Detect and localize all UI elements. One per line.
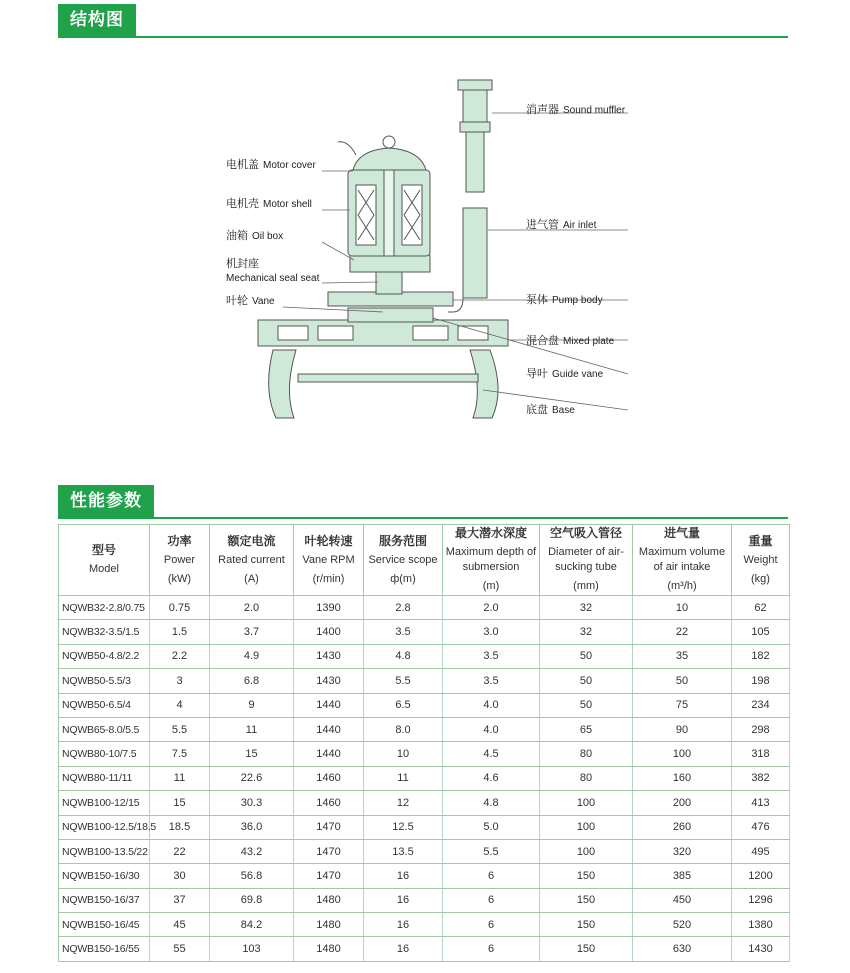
- value-cell: 298: [732, 717, 790, 741]
- value-cell: 4: [150, 693, 210, 717]
- value-cell: 1470: [294, 864, 364, 888]
- value-cell: 5.5: [150, 717, 210, 741]
- value-cell: 1200: [732, 864, 790, 888]
- value-cell: 0.75: [150, 596, 210, 620]
- table-row: [59, 888, 790, 912]
- value-cell: 385: [633, 864, 732, 888]
- value-cell: 382: [732, 766, 790, 790]
- value-cell: 6: [443, 913, 540, 937]
- value-cell: 160: [633, 766, 732, 790]
- value-cell: 200: [633, 791, 732, 815]
- svg-text:混合盘Mixed plate: [526, 333, 615, 347]
- value-cell: 50: [633, 669, 732, 693]
- table-body: [59, 596, 790, 962]
- table-row: [59, 937, 790, 961]
- label-seal-seat-en: Mechanical seal seat: [226, 273, 320, 284]
- label-guide-vane-cn: 导叶: [526, 367, 548, 380]
- value-cell: 9: [210, 693, 294, 717]
- header-tube-diameter: 空气吸入管径 Diameter of air-sucking tube (mm): [540, 525, 633, 596]
- value-cell: 6: [443, 864, 540, 888]
- value-cell: 6: [443, 888, 540, 912]
- table-row: [59, 839, 790, 863]
- value-cell: 3.5: [443, 644, 540, 668]
- label-air-inlet-cn: 进气管: [526, 218, 559, 231]
- value-cell: 1480: [294, 888, 364, 912]
- model-cell: NQWB100-12/15: [59, 791, 150, 815]
- model-cell: NQWB50-5.5/3: [59, 669, 150, 693]
- model-cell: NQWB150-16/55: [59, 937, 150, 961]
- label-vane-cn: 叶轮: [226, 294, 248, 307]
- value-cell: 7.5: [150, 742, 210, 766]
- value-cell: 450: [633, 888, 732, 912]
- table-row: [59, 913, 790, 937]
- svg-text:油箱Oil box: [226, 228, 283, 242]
- value-cell: 150: [540, 937, 633, 961]
- value-cell: 22.6: [210, 766, 294, 790]
- value-cell: 80: [540, 766, 633, 790]
- value-cell: 234: [732, 693, 790, 717]
- value-cell: 1460: [294, 791, 364, 815]
- value-cell: 182: [732, 644, 790, 668]
- label-oil-box-cn: 油箱: [226, 229, 248, 242]
- value-cell: 4.8: [364, 644, 443, 668]
- lifting-eye: [383, 136, 395, 148]
- value-cell: 1430: [732, 937, 790, 961]
- value-cell: 4.8: [443, 791, 540, 815]
- value-cell: 16: [364, 937, 443, 961]
- svg-text:底盘Base: [526, 402, 575, 416]
- value-cell: 1380: [732, 913, 790, 937]
- value-cell: 37: [150, 888, 210, 912]
- value-cell: 56.8: [210, 864, 294, 888]
- value-cell: 50: [540, 644, 633, 668]
- value-cell: 4.0: [443, 717, 540, 741]
- value-cell: 22: [633, 620, 732, 644]
- value-cell: 3.5: [443, 669, 540, 693]
- section-divider: [58, 517, 788, 519]
- value-cell: 1460: [294, 766, 364, 790]
- table-row: [59, 766, 790, 790]
- value-cell: 11: [210, 717, 294, 741]
- value-cell: 32: [540, 596, 633, 620]
- table-row: [59, 669, 790, 693]
- value-cell: 150: [540, 913, 633, 937]
- value-cell: 6.5: [364, 693, 443, 717]
- air-inlet-pipe: [463, 208, 487, 298]
- table-row: [59, 742, 790, 766]
- pump-diagram-svg: [58, 50, 788, 465]
- value-cell: 6.8: [210, 669, 294, 693]
- sound-muffler: [463, 90, 487, 122]
- value-cell: 260: [633, 815, 732, 839]
- value-cell: 2.8: [364, 596, 443, 620]
- guide-vane: [348, 308, 433, 322]
- model-cell: NQWB32-2.8/0.75: [59, 596, 150, 620]
- value-cell: 30.3: [210, 791, 294, 815]
- value-cell: 318: [732, 742, 790, 766]
- value-cell: 2.0: [443, 596, 540, 620]
- value-cell: 16: [364, 913, 443, 937]
- value-cell: 5.5: [364, 669, 443, 693]
- value-cell: 105: [732, 620, 790, 644]
- value-cell: 80: [540, 742, 633, 766]
- value-cell: 150: [540, 864, 633, 888]
- value-cell: 1.5: [150, 620, 210, 644]
- value-cell: 18.5: [150, 815, 210, 839]
- value-cell: 1470: [294, 839, 364, 863]
- svg-text:进气管Air inlet: [526, 217, 597, 231]
- value-cell: 1440: [294, 742, 364, 766]
- label-base-cn: 底盘: [526, 403, 548, 416]
- header-air-intake: 进气量 Maximum volume of air intake (m³/h): [633, 525, 732, 596]
- value-cell: 3.0: [443, 620, 540, 644]
- value-cell: 2.2: [150, 644, 210, 668]
- svg-text:导叶Guide vane: [526, 366, 604, 380]
- value-cell: 62: [732, 596, 790, 620]
- label-muffler-cn: 消声器: [526, 103, 559, 116]
- table-row: [59, 864, 790, 888]
- value-cell: 150: [540, 888, 633, 912]
- value-cell: 30: [150, 864, 210, 888]
- base-leg-left: [269, 350, 296, 418]
- value-cell: 3: [150, 669, 210, 693]
- value-cell: 65: [540, 717, 633, 741]
- value-cell: 6: [443, 937, 540, 961]
- table-row: [59, 815, 790, 839]
- value-cell: 4.0: [443, 693, 540, 717]
- label-muffler-en: Sound muffler: [563, 105, 626, 116]
- value-cell: 413: [732, 791, 790, 815]
- value-cell: 10: [633, 596, 732, 620]
- value-cell: 100: [540, 815, 633, 839]
- table-row: [59, 644, 790, 668]
- header-service-scope: 服务范围 Service scope ф(m): [364, 525, 443, 596]
- value-cell: 10: [364, 742, 443, 766]
- header-max-depth: 最大潜水深度 Maximum depth of submersion (m): [443, 525, 540, 596]
- label-guide-vane-en: Guide vane: [552, 369, 604, 380]
- label-pump-body-cn: 泵体: [526, 293, 548, 306]
- table-row: [59, 717, 790, 741]
- svg-text:电机盖Motor cover: [226, 157, 316, 171]
- label-motor-shell-cn: 电机壳: [226, 197, 259, 210]
- value-cell: 1440: [294, 693, 364, 717]
- value-cell: 15: [210, 742, 294, 766]
- model-cell: NQWB150-16/37: [59, 888, 150, 912]
- header-power: 功率 Power (kW): [150, 525, 210, 596]
- model-cell: NQWB50-4.8/2.2: [59, 644, 150, 668]
- section-divider: [58, 36, 788, 38]
- label-motor-cover-en: Motor cover: [263, 160, 316, 171]
- value-cell: 13.5: [364, 839, 443, 863]
- value-cell: 630: [633, 937, 732, 961]
- value-cell: 35: [633, 644, 732, 668]
- value-cell: 476: [732, 815, 790, 839]
- svg-text:泵体Pump body: [526, 292, 603, 306]
- svg-text:电机壳Motor shell: [226, 196, 312, 210]
- model-cell: NQWB65-8.0/5.5: [59, 717, 150, 741]
- value-cell: 1480: [294, 913, 364, 937]
- section-title-structure: 结构图: [58, 4, 136, 36]
- seal-seat: [376, 270, 402, 294]
- table-row: [59, 596, 790, 620]
- value-cell: 43.2: [210, 839, 294, 863]
- model-cell: NQWB150-16/30: [59, 864, 150, 888]
- value-cell: 1390: [294, 596, 364, 620]
- value-cell: 8.0: [364, 717, 443, 741]
- label-oil-box-en: Oil box: [252, 231, 284, 242]
- header-model: 型号 Model: [59, 525, 150, 596]
- value-cell: 2.0: [210, 596, 294, 620]
- value-cell: 5.0: [443, 815, 540, 839]
- value-cell: 520: [633, 913, 732, 937]
- value-cell: 12.5: [364, 815, 443, 839]
- value-cell: 4.6: [443, 766, 540, 790]
- value-cell: 50: [540, 669, 633, 693]
- value-cell: 4.5: [443, 742, 540, 766]
- value-cell: 36.0: [210, 815, 294, 839]
- base-leg-right: [470, 350, 498, 418]
- value-cell: 1430: [294, 669, 364, 693]
- model-cell: NQWB50-6.5/4: [59, 693, 150, 717]
- value-cell: 69.8: [210, 888, 294, 912]
- model-cell: NQWB100-13.5/22: [59, 839, 150, 863]
- model-cell: NQWB80-11/11: [59, 766, 150, 790]
- value-cell: 100: [633, 742, 732, 766]
- muffler-flange-top: [458, 80, 492, 90]
- svg-text:叶轮Vane: [226, 293, 275, 307]
- value-cell: 5.5: [443, 839, 540, 863]
- value-cell: 100: [540, 791, 633, 815]
- label-mixed-plate-cn: 混合盘: [526, 334, 559, 347]
- value-cell: 15: [150, 791, 210, 815]
- value-cell: 1470: [294, 815, 364, 839]
- model-cell: NQWB100-12.5/18.5: [59, 815, 150, 839]
- value-cell: 16: [364, 888, 443, 912]
- model-cell: NQWB150-16/45: [59, 913, 150, 937]
- value-cell: 16: [364, 864, 443, 888]
- table-row: [59, 620, 790, 644]
- value-cell: 495: [732, 839, 790, 863]
- value-cell: 75: [633, 693, 732, 717]
- table-row: [59, 791, 790, 815]
- oil-box: [350, 255, 430, 272]
- model-cell: NQWB80-10/7.5: [59, 742, 150, 766]
- motor-cover: [353, 148, 426, 170]
- value-cell: 3.5: [364, 620, 443, 644]
- header-weight: 重量 Weight (kg): [732, 525, 790, 596]
- value-cell: 90: [633, 717, 732, 741]
- value-cell: 1480: [294, 937, 364, 961]
- label-mixed-plate-en: Mixed plate: [563, 336, 615, 347]
- label-base-en: Base: [552, 405, 575, 416]
- label-vane-en: Vane: [252, 296, 275, 307]
- svg-text:消声器Sound muffler: [526, 102, 626, 116]
- label-pump-body-en: Pump body: [552, 295, 603, 306]
- value-cell: 11: [364, 766, 443, 790]
- value-cell: 84.2: [210, 913, 294, 937]
- value-cell: 22: [150, 839, 210, 863]
- value-cell: 1400: [294, 620, 364, 644]
- model-cell: NQWB32-3.5/1.5: [59, 620, 150, 644]
- structure-diagram: [58, 50, 788, 465]
- label-motor-shell-en: Motor shell: [263, 199, 312, 210]
- value-cell: 1430: [294, 644, 364, 668]
- value-cell: 198: [732, 669, 790, 693]
- value-cell: 3.7: [210, 620, 294, 644]
- base-crossbar: [298, 374, 478, 382]
- value-cell: 1440: [294, 717, 364, 741]
- header-vane-rpm: 叶轮转速 Vane RPM (r/min): [294, 525, 364, 596]
- value-cell: 55: [150, 937, 210, 961]
- value-cell: 1296: [732, 888, 790, 912]
- label-motor-cover-cn: 电机盖: [226, 158, 259, 171]
- value-cell: 103: [210, 937, 294, 961]
- label-air-inlet-en: Air inlet: [563, 220, 597, 231]
- value-cell: 45: [150, 913, 210, 937]
- value-cell: 50: [540, 693, 633, 717]
- table-row: [59, 693, 790, 717]
- value-cell: 12: [364, 791, 443, 815]
- section-title-performance: 性能参数: [58, 485, 154, 517]
- value-cell: 320: [633, 839, 732, 863]
- value-cell: 11: [150, 766, 210, 790]
- label-seal-seat-cn: 机封座: [226, 257, 259, 270]
- value-cell: 100: [540, 839, 633, 863]
- value-cell: 4.9: [210, 644, 294, 668]
- performance-table: [58, 524, 790, 962]
- table-header-row: [59, 525, 790, 596]
- value-cell: 32: [540, 620, 633, 644]
- header-rated-current: 额定电流 Rated current (A): [210, 525, 294, 596]
